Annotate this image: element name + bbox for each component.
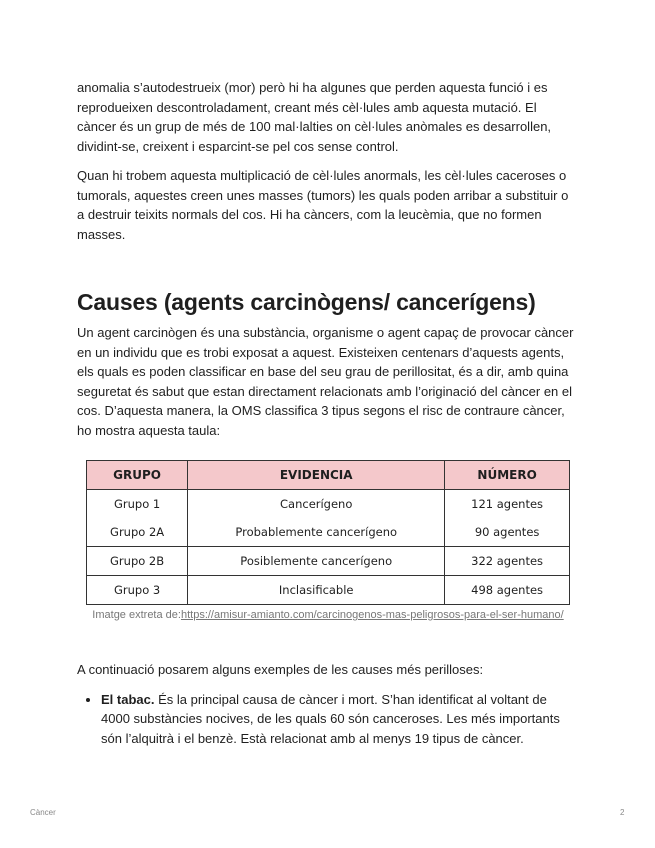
- table-cell: 498 agentes: [445, 576, 570, 605]
- table-header-row: [87, 461, 570, 490]
- table-cell: Posiblemente cancerígeno: [188, 547, 445, 576]
- table-row: [87, 490, 570, 519]
- table-cell: Grupo 2A: [87, 518, 188, 547]
- intro-paragraph-1: anomalia s’autodestrueix (mor) però hi ha algunes que perden aquesta funció i es reprodueixen descontroladament, creant més cèl·lules amb aquesta mutació. El càncer és un grup de més de 100 mal·lalties on cèl·lules anòmales es desarrollen, dividint-se, creixent i esparcint-se pel cos sense control.: [77, 80, 552, 154]
- examples-section: [77, 660, 577, 748]
- table-cell: Grupo 1: [87, 490, 188, 519]
- source-link[interactable]: https://amisur-amianto.com/carcinogenos-mas-peligrosos-para-el-ser-humano/: [180, 609, 564, 621]
- footer-title: Càncer: [30, 808, 56, 817]
- table-cell: 90 agentes: [445, 518, 570, 547]
- table-cell: Cancerígeno: [188, 490, 445, 519]
- list-item-text: És la principal causa de càncer i mort. S’han identificat al voltant de 4000 substàncies nocives, de les quals 60 són canceroses. Les més importants són l’alquitrà i el benzè. Està relacionat amb al menys 19 tipus de càncer.: [101, 691, 560, 746]
- intro-section: [77, 78, 577, 254]
- list-item: [101, 690, 577, 749]
- section-paragraph: Un agent carcinògen és una substància, organisme o agent capaç de provocar càncer en un individu que es trobi exposat a aquest. Existeixen centenars d’aquests agents, els quals es poden classificar en base del seu grau de perillositat, és a dir, amb quina seguretat és sabut que estan directament relacionats amb l’originació del càncer en el cos. D’aquesta manera, la OMS classifica 3 tipus segons el risc de contraure càncer, ho mostra aquesta taula:: [77, 325, 574, 438]
- page-number: 2: [620, 808, 625, 817]
- table-cell: Probablemente cancerígeno: [188, 518, 445, 547]
- section-body: [77, 323, 577, 450]
- table-row: [87, 547, 570, 576]
- table-cell: Inclasificable: [188, 576, 445, 605]
- table-header-grupo: GRUPO: [87, 461, 188, 490]
- table-header-numero: NÚMERO: [445, 461, 570, 490]
- caption-prefix: Imatge extreta de:: [92, 609, 181, 621]
- list-item-term: El tabac.: [101, 691, 155, 707]
- examples-intro: A continuació posarem alguns exemples de les causes més perilloses:: [77, 662, 484, 677]
- table-header-evidencia: EVIDENCIA: [188, 461, 445, 490]
- table-cell: Grupo 2B: [87, 547, 188, 576]
- examples-list: [77, 690, 577, 749]
- table-caption: [86, 607, 570, 623]
- section-heading: Causes (agents carcinògens/ cancerígens): [77, 289, 536, 315]
- table-cell: Grupo 3: [87, 576, 188, 605]
- table-cell: 121 agentes: [445, 490, 570, 519]
- table-row: [87, 518, 570, 547]
- table-row: [87, 576, 570, 605]
- carcinogen-table: [86, 460, 570, 605]
- intro-paragraph-2: Quan hi trobem aquesta multiplicació de cèl·lules anormals, les cèl·lules caceroses o tumorals, aquestes creen unes masses (tumors) les quals poden arribar a substituir o a destruir teixits normals del cos. Hi ha càncers, com la leucèmia, que no formen masses.: [77, 168, 569, 242]
- table-cell: 322 agentes: [445, 547, 570, 576]
